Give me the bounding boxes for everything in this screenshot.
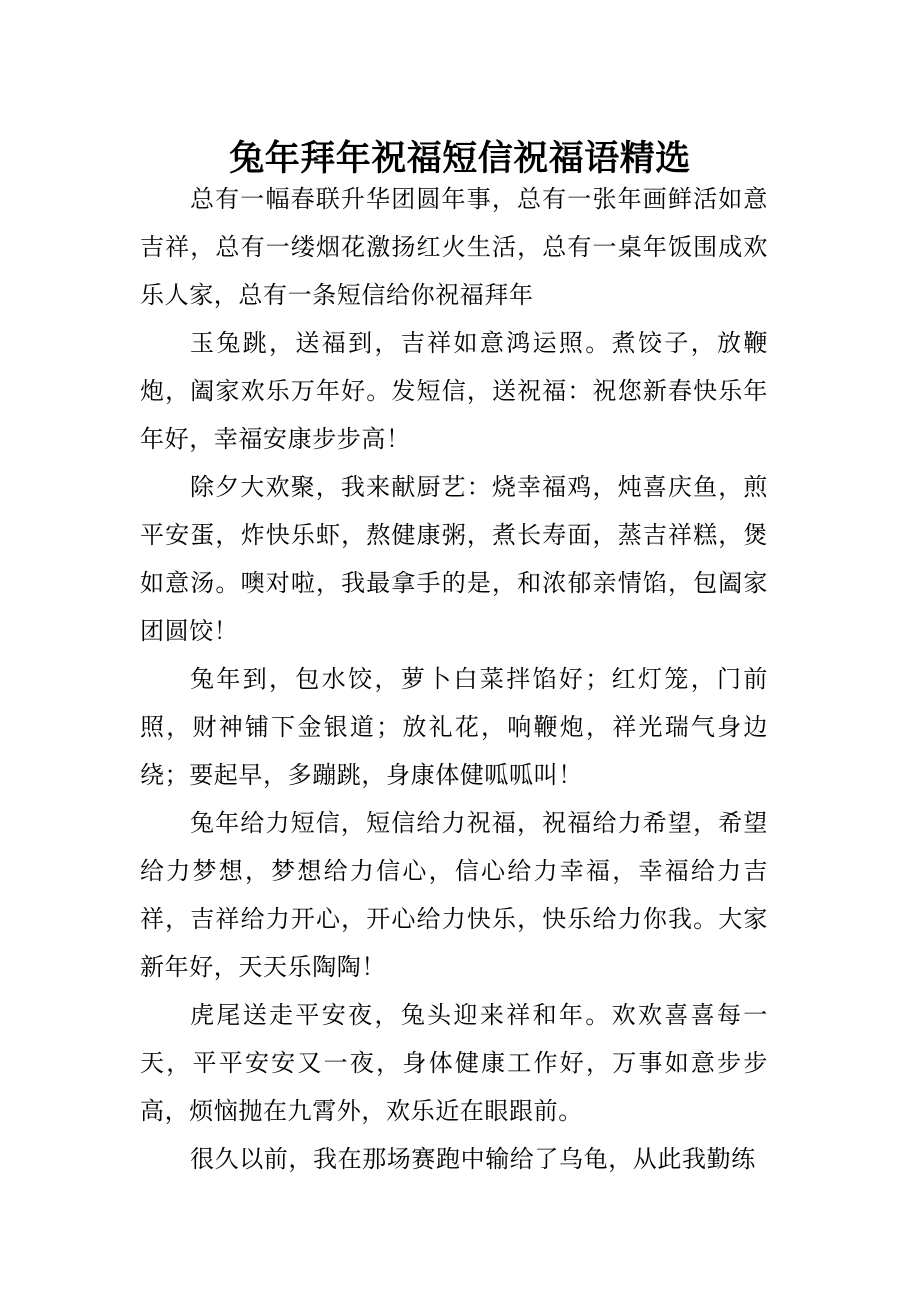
paragraph: 兔年到，包水饺，萝卜白菜拌馅好；红灯笼，门前照，财神铺下金银道；放礼花，响鞭炮，祥光瑞气身边绕；要起早，多蹦跳，身康体健呱呱叫！ <box>140 665 768 789</box>
paragraph: 虎尾送走平安夜，兔头迎来祥和年。欢欢喜喜每一天，平平安安又一夜，身体健康工作好，万事如意步步高，烦恼抛在九霄外，欢乐近在眼跟前。 <box>140 1001 768 1125</box>
paragraph: 总有一幅春联升华团圆年事，总有一张年画鲜活如意吉祥，总有一缕烟花激扬红火生活，总有一桌年饭围成欢乐人家，总有一条短信给你祝福拜年 <box>140 185 768 309</box>
document-body <box>140 175 768 1183</box>
paragraph: 玉兔跳，送福到，吉祥如意鸿运照。煮饺子，放鞭炮，阖家欢乐万年好。发短信，送祝福：祝您新春快乐年年好，幸福安康步步高！ <box>140 329 768 453</box>
paragraph: 很久以前，我在那场赛跑中输给了乌龟，从此我勤练 <box>190 1145 756 1173</box>
document-title: 兔年拜年祝福短信祝福语精选 <box>229 138 691 180</box>
paragraph: 兔年给力短信，短信给力祝福，祝福给力希望，希望给力梦想，梦想给力信心，信心给力幸福，幸福给力吉祥，吉祥给力开心，开心给力快乐，快乐给力你我。大家新年好，天天乐陶陶！ <box>140 809 768 981</box>
paragraph: 除夕大欢聚，我来献厨艺：烧幸福鸡，炖喜庆鱼，煎平安蛋，炸快乐虾，熬健康粥，煮长寿面，蒸吉祥糕，煲如意汤。噢对啦，我最拿手的是，和浓郁亲情馅，包阖家团圆饺！ <box>140 473 768 645</box>
